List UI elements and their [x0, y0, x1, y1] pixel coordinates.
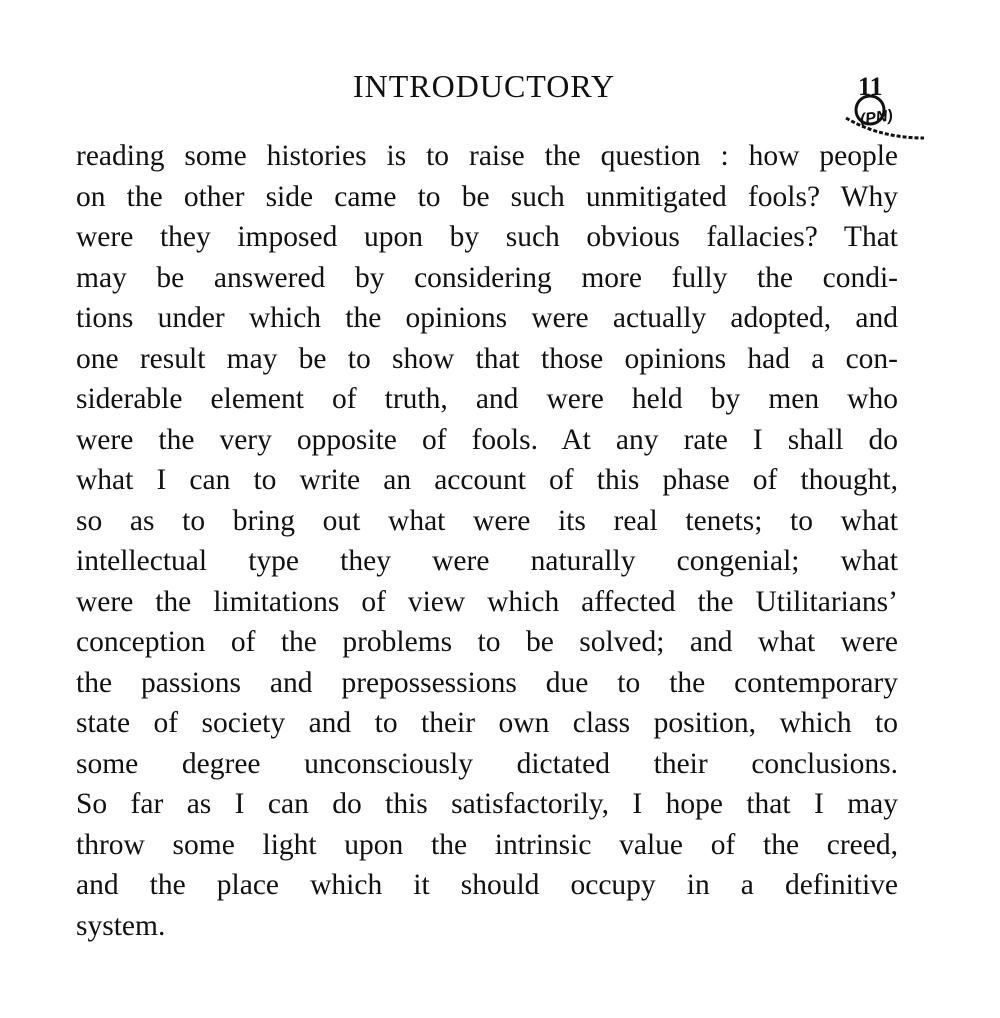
body-text: [76, 136, 898, 946]
text-line: so as to bring out what were its real tenets; to what: [76, 504, 898, 537]
text-line: were they imposed upon by such obvious fallacies? That: [76, 221, 898, 253]
text-line: the passions and prepossessions due to the contemporary: [76, 666, 898, 699]
text-line: and the place which it should occupy in a definitive: [76, 869, 898, 901]
text-line: system.: [76, 909, 166, 942]
running-head: INTRODUCTORY: [352, 68, 616, 104]
text-line: one result may be to show that those opinions had a con-: [76, 342, 898, 375]
text-line: tions under which the opinions were actually adopted, and: [76, 302, 898, 334]
text-line: intellectual type they were naturally congenial; what: [76, 545, 898, 577]
text-line: conception of the problems to be solved; and what were: [76, 626, 898, 658]
text-line: were the very opposite of fools. At any rate I shall do: [76, 423, 898, 456]
text-line: may be answered by considering more fully the condi-: [76, 261, 898, 294]
text-line: throw some light upon the intrinsic value of the creed,: [76, 828, 898, 861]
text-line: were the limitations of view which affected the Utilitarians’: [76, 585, 898, 618]
text-line: on the other side came to be such unmitigated fools? Why: [76, 180, 898, 213]
text-line: So far as I can do this satisfactorily, I hope that I may: [76, 788, 898, 820]
text-line: reading some histories is to raise the question : how people: [76, 140, 898, 172]
text-line: state of society and to their own class position, which to: [76, 707, 898, 739]
text-line: siderable element of truth, and were held by men who: [76, 383, 898, 415]
stamp-text: (PN): [858, 107, 894, 129]
page-number: 11: [858, 72, 883, 101]
text-line: some degree unconsciously dictated their conclusions.: [76, 747, 898, 780]
text-line: what I can to write an account of this phase of thought,: [76, 464, 898, 496]
